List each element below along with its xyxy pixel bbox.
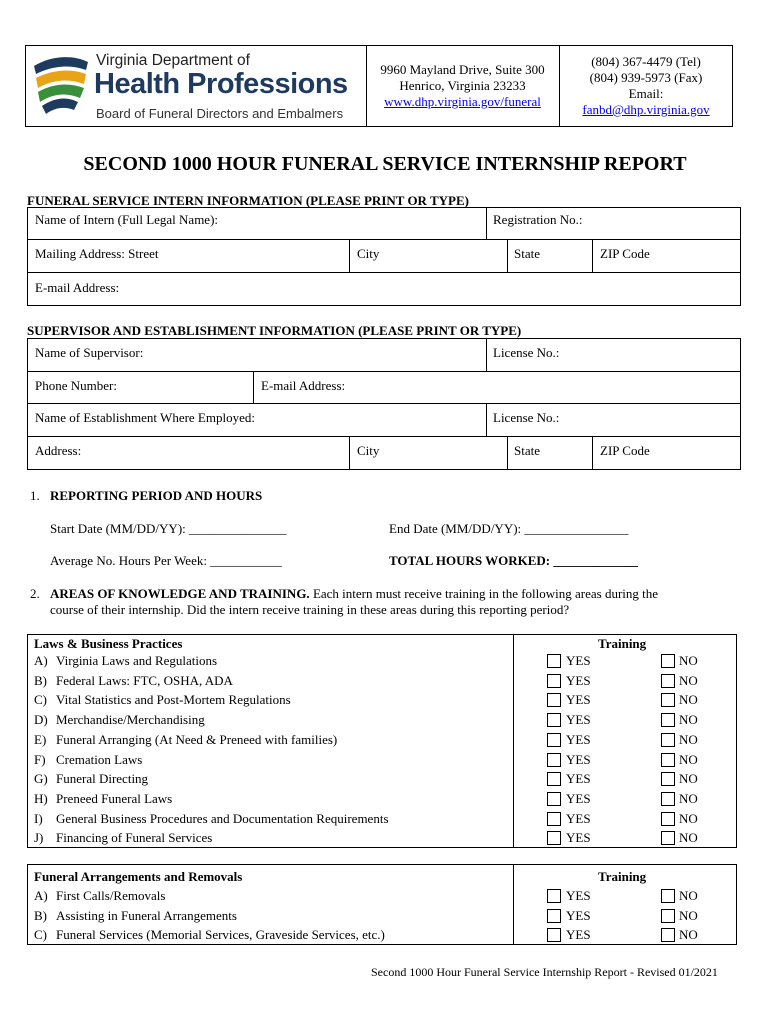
logo-line1: Virginia Department of xyxy=(96,52,250,69)
item-label: Financing of Funeral Services xyxy=(56,830,213,846)
supervisor-license-field[interactable]: License No.: xyxy=(493,345,560,360)
yes-checkbox[interactable] xyxy=(547,909,561,923)
yes-checkbox[interactable] xyxy=(547,753,561,767)
divider xyxy=(349,436,350,470)
intern-street-field[interactable]: Mailing Address: Street xyxy=(35,246,159,261)
yes-label: YES xyxy=(566,672,591,688)
page-footer: Second 1000 Hour Funeral Service Internship Report - Revised 01/2021 xyxy=(371,965,718,979)
divider xyxy=(592,436,593,470)
item-label: Federal Laws: FTC, OSHA, ADA xyxy=(56,672,233,688)
yes-checkbox[interactable] xyxy=(547,928,561,942)
yes-label: YES xyxy=(566,751,591,767)
item-label: Virginia Laws and Regulations xyxy=(56,653,218,668)
item-label: Assisting in Funeral Arrangements xyxy=(56,907,237,923)
avg-hours-field[interactable]: Average No. Hours Per Week: ___________ xyxy=(50,553,282,568)
item-letter: H) xyxy=(34,790,48,806)
address-line2: Henrico, Virginia 23233 xyxy=(399,78,526,93)
divider xyxy=(507,239,508,272)
yes-label: YES xyxy=(566,810,591,826)
section2-text2: course of their internship. Did the intern receive training in these areas during this reporting period? xyxy=(50,602,570,617)
yes-checkbox[interactable] xyxy=(547,713,561,727)
intern-section-heading: FUNERAL SERVICE INTERN INFORMATION (PLEASE PRINT OR TYPE) xyxy=(27,193,469,208)
divider xyxy=(513,634,514,848)
establishment-zip-field[interactable]: ZIP Code xyxy=(600,443,650,458)
yes-label: YES xyxy=(566,653,591,668)
divider xyxy=(27,436,741,437)
arrangements-training-heading: Training xyxy=(598,869,647,884)
item-label: First Calls/Removals xyxy=(56,888,166,903)
yes-label: YES xyxy=(566,830,591,846)
section2-intro xyxy=(50,586,740,602)
item-letter: B) xyxy=(34,907,47,923)
no-label: NO xyxy=(679,907,698,923)
divider xyxy=(513,864,514,945)
no-checkbox[interactable] xyxy=(661,831,675,845)
logo-line3: Board of Funeral Directors and Embalmers xyxy=(96,106,344,121)
no-checkbox[interactable] xyxy=(661,792,675,806)
arrangements-heading: Funeral Arrangements and Removals xyxy=(34,869,243,884)
intern-email-field[interactable]: E-mail Address: xyxy=(35,280,120,295)
intern-name-field[interactable]: Name of Intern (Full Legal Name): xyxy=(35,212,219,227)
no-checkbox[interactable] xyxy=(661,733,675,747)
supervisor-section-heading: SUPERVISOR AND ESTABLISHMENT INFORMATION (PLEASE PRINT OR TYPE) xyxy=(27,323,522,338)
divider xyxy=(27,239,741,240)
divider xyxy=(486,207,487,239)
item-letter: B) xyxy=(34,672,47,688)
item-letter: F) xyxy=(34,751,46,767)
item-letter: J) xyxy=(34,830,44,846)
yes-label: YES xyxy=(566,731,591,747)
email-label: Email: xyxy=(628,86,664,101)
no-checkbox[interactable] xyxy=(661,674,675,688)
no-checkbox[interactable] xyxy=(661,753,675,767)
item-label: Preneed Funeral Laws xyxy=(56,790,173,806)
divider xyxy=(486,403,487,436)
divider xyxy=(592,239,593,272)
no-checkbox[interactable] xyxy=(661,909,675,923)
page-title: SECOND 1000 HOUR FUNERAL SERVICE INTERNSHIP REPORT xyxy=(83,153,687,175)
item-label: Funeral Services (Memorial Services, Graveside Services, etc.) xyxy=(56,927,385,942)
yes-checkbox[interactable] xyxy=(547,772,561,786)
email-link[interactable]: fanbd@dhp.virginia.gov xyxy=(582,102,710,117)
establishment-state-field[interactable]: State xyxy=(514,443,540,458)
item-letter: C) xyxy=(34,927,47,942)
logo-cell xyxy=(26,46,367,126)
yes-label: YES xyxy=(566,907,591,923)
item-label: Cremation Laws xyxy=(56,751,143,767)
yes-checkbox[interactable] xyxy=(547,889,561,903)
divider xyxy=(27,272,741,273)
website-link[interactable]: www.dhp.virginia.gov/funeral xyxy=(384,94,541,109)
yes-checkbox[interactable] xyxy=(547,831,561,845)
section2-heading: AREAS OF KNOWLEDGE AND TRAINING. xyxy=(50,586,310,601)
section1-number: 1. xyxy=(30,488,40,503)
no-label: NO xyxy=(679,927,698,942)
item-letter: E) xyxy=(34,731,47,747)
establishment-city-field[interactable]: City xyxy=(357,443,380,458)
no-label: NO xyxy=(679,653,698,668)
no-label: NO xyxy=(679,751,698,767)
supervisor-email-field[interactable]: E-mail Address: xyxy=(261,378,346,393)
contact-cell xyxy=(559,46,733,126)
establishment-address-field[interactable]: Address: xyxy=(35,443,82,458)
phone-fax: (804) 939-5973 (Fax) xyxy=(589,70,703,85)
item-letter: G) xyxy=(34,771,48,787)
yes-label: YES xyxy=(566,790,591,806)
item-letter: I) xyxy=(34,810,43,826)
section2-number: 2. xyxy=(30,586,40,601)
divider xyxy=(253,371,254,403)
no-label: NO xyxy=(679,731,698,747)
yes-checkbox[interactable] xyxy=(547,733,561,747)
yes-label: YES xyxy=(566,692,591,708)
address-cell xyxy=(366,46,560,126)
phone-tel: (804) 367-4479 (Tel) xyxy=(591,54,701,69)
divider xyxy=(349,239,350,272)
item-label: Funeral Directing xyxy=(56,771,149,787)
intern-state-field[interactable]: State xyxy=(514,246,540,261)
supervisor-name-field[interactable]: Name of Supervisor: xyxy=(35,345,144,360)
yes-label: YES xyxy=(566,888,591,903)
yes-checkbox[interactable] xyxy=(547,812,561,826)
no-checkbox[interactable] xyxy=(661,693,675,707)
divider xyxy=(27,371,741,372)
no-label: NO xyxy=(679,790,698,806)
supervisor-phone-field[interactable]: Phone Number: xyxy=(35,378,117,393)
laws-heading: Laws & Business Practices xyxy=(34,636,183,651)
no-checkbox[interactable] xyxy=(661,812,675,826)
intern-zip-field[interactable]: ZIP Code xyxy=(600,246,650,261)
yes-label: YES xyxy=(566,712,591,728)
no-label: NO xyxy=(679,771,698,787)
yes-label: YES xyxy=(566,927,591,942)
no-label: NO xyxy=(679,830,698,846)
no-checkbox[interactable] xyxy=(661,654,675,668)
laws-training-heading: Training xyxy=(598,636,647,651)
divider xyxy=(486,338,487,371)
yes-checkbox[interactable] xyxy=(547,654,561,668)
section2-text1: Each intern must receive training in the following areas during the xyxy=(312,586,659,601)
yes-checkbox[interactable] xyxy=(547,674,561,688)
item-letter: A) xyxy=(34,888,48,903)
logo-line2: Health Professions xyxy=(94,68,348,100)
establishment-name-field[interactable]: Name of Establishment Where Employed: xyxy=(35,410,255,425)
intern-city-field[interactable]: City xyxy=(357,246,380,261)
no-checkbox[interactable] xyxy=(661,772,675,786)
registration-number-field[interactable]: Registration No.: xyxy=(493,212,583,227)
total-hours-field[interactable]: TOTAL HOURS WORKED: _____________ xyxy=(389,553,638,568)
item-letter: D) xyxy=(34,712,48,728)
no-label: NO xyxy=(679,810,698,826)
item-label: Funeral Arranging (At Need & Preneed with families) xyxy=(56,731,338,747)
address-line1: 9960 Mayland Drive, Suite 300 xyxy=(380,62,545,77)
yes-checkbox[interactable] xyxy=(547,693,561,707)
no-checkbox[interactable] xyxy=(661,713,675,727)
item-label: General Business Procedures and Documentation Requirements xyxy=(56,810,389,826)
start-date-field[interactable]: Start Date (MM/DD/YY): _______________ xyxy=(50,521,287,536)
dhp-logo-icon xyxy=(30,52,92,118)
no-label: NO xyxy=(679,712,698,728)
divider xyxy=(27,403,741,404)
establishment-license-field[interactable]: License No.: xyxy=(493,410,560,425)
item-letter: C) xyxy=(34,692,47,708)
no-checkbox[interactable] xyxy=(661,928,675,942)
item-label: Vital Statistics and Post-Mortem Regulations xyxy=(56,692,291,708)
no-label: NO xyxy=(679,888,698,903)
yes-checkbox[interactable] xyxy=(547,792,561,806)
item-letter: A) xyxy=(34,653,48,668)
no-label: NO xyxy=(679,672,698,688)
no-checkbox[interactable] xyxy=(661,889,675,903)
no-label: NO xyxy=(679,692,698,708)
header-box xyxy=(25,45,733,127)
divider xyxy=(507,436,508,470)
item-label: Merchandise/Merchandising xyxy=(56,712,205,728)
section1-heading: REPORTING PERIOD AND HOURS xyxy=(50,488,263,503)
end-date-field[interactable]: End Date (MM/DD/YY): ________________ xyxy=(389,521,629,536)
yes-label: YES xyxy=(566,771,591,787)
